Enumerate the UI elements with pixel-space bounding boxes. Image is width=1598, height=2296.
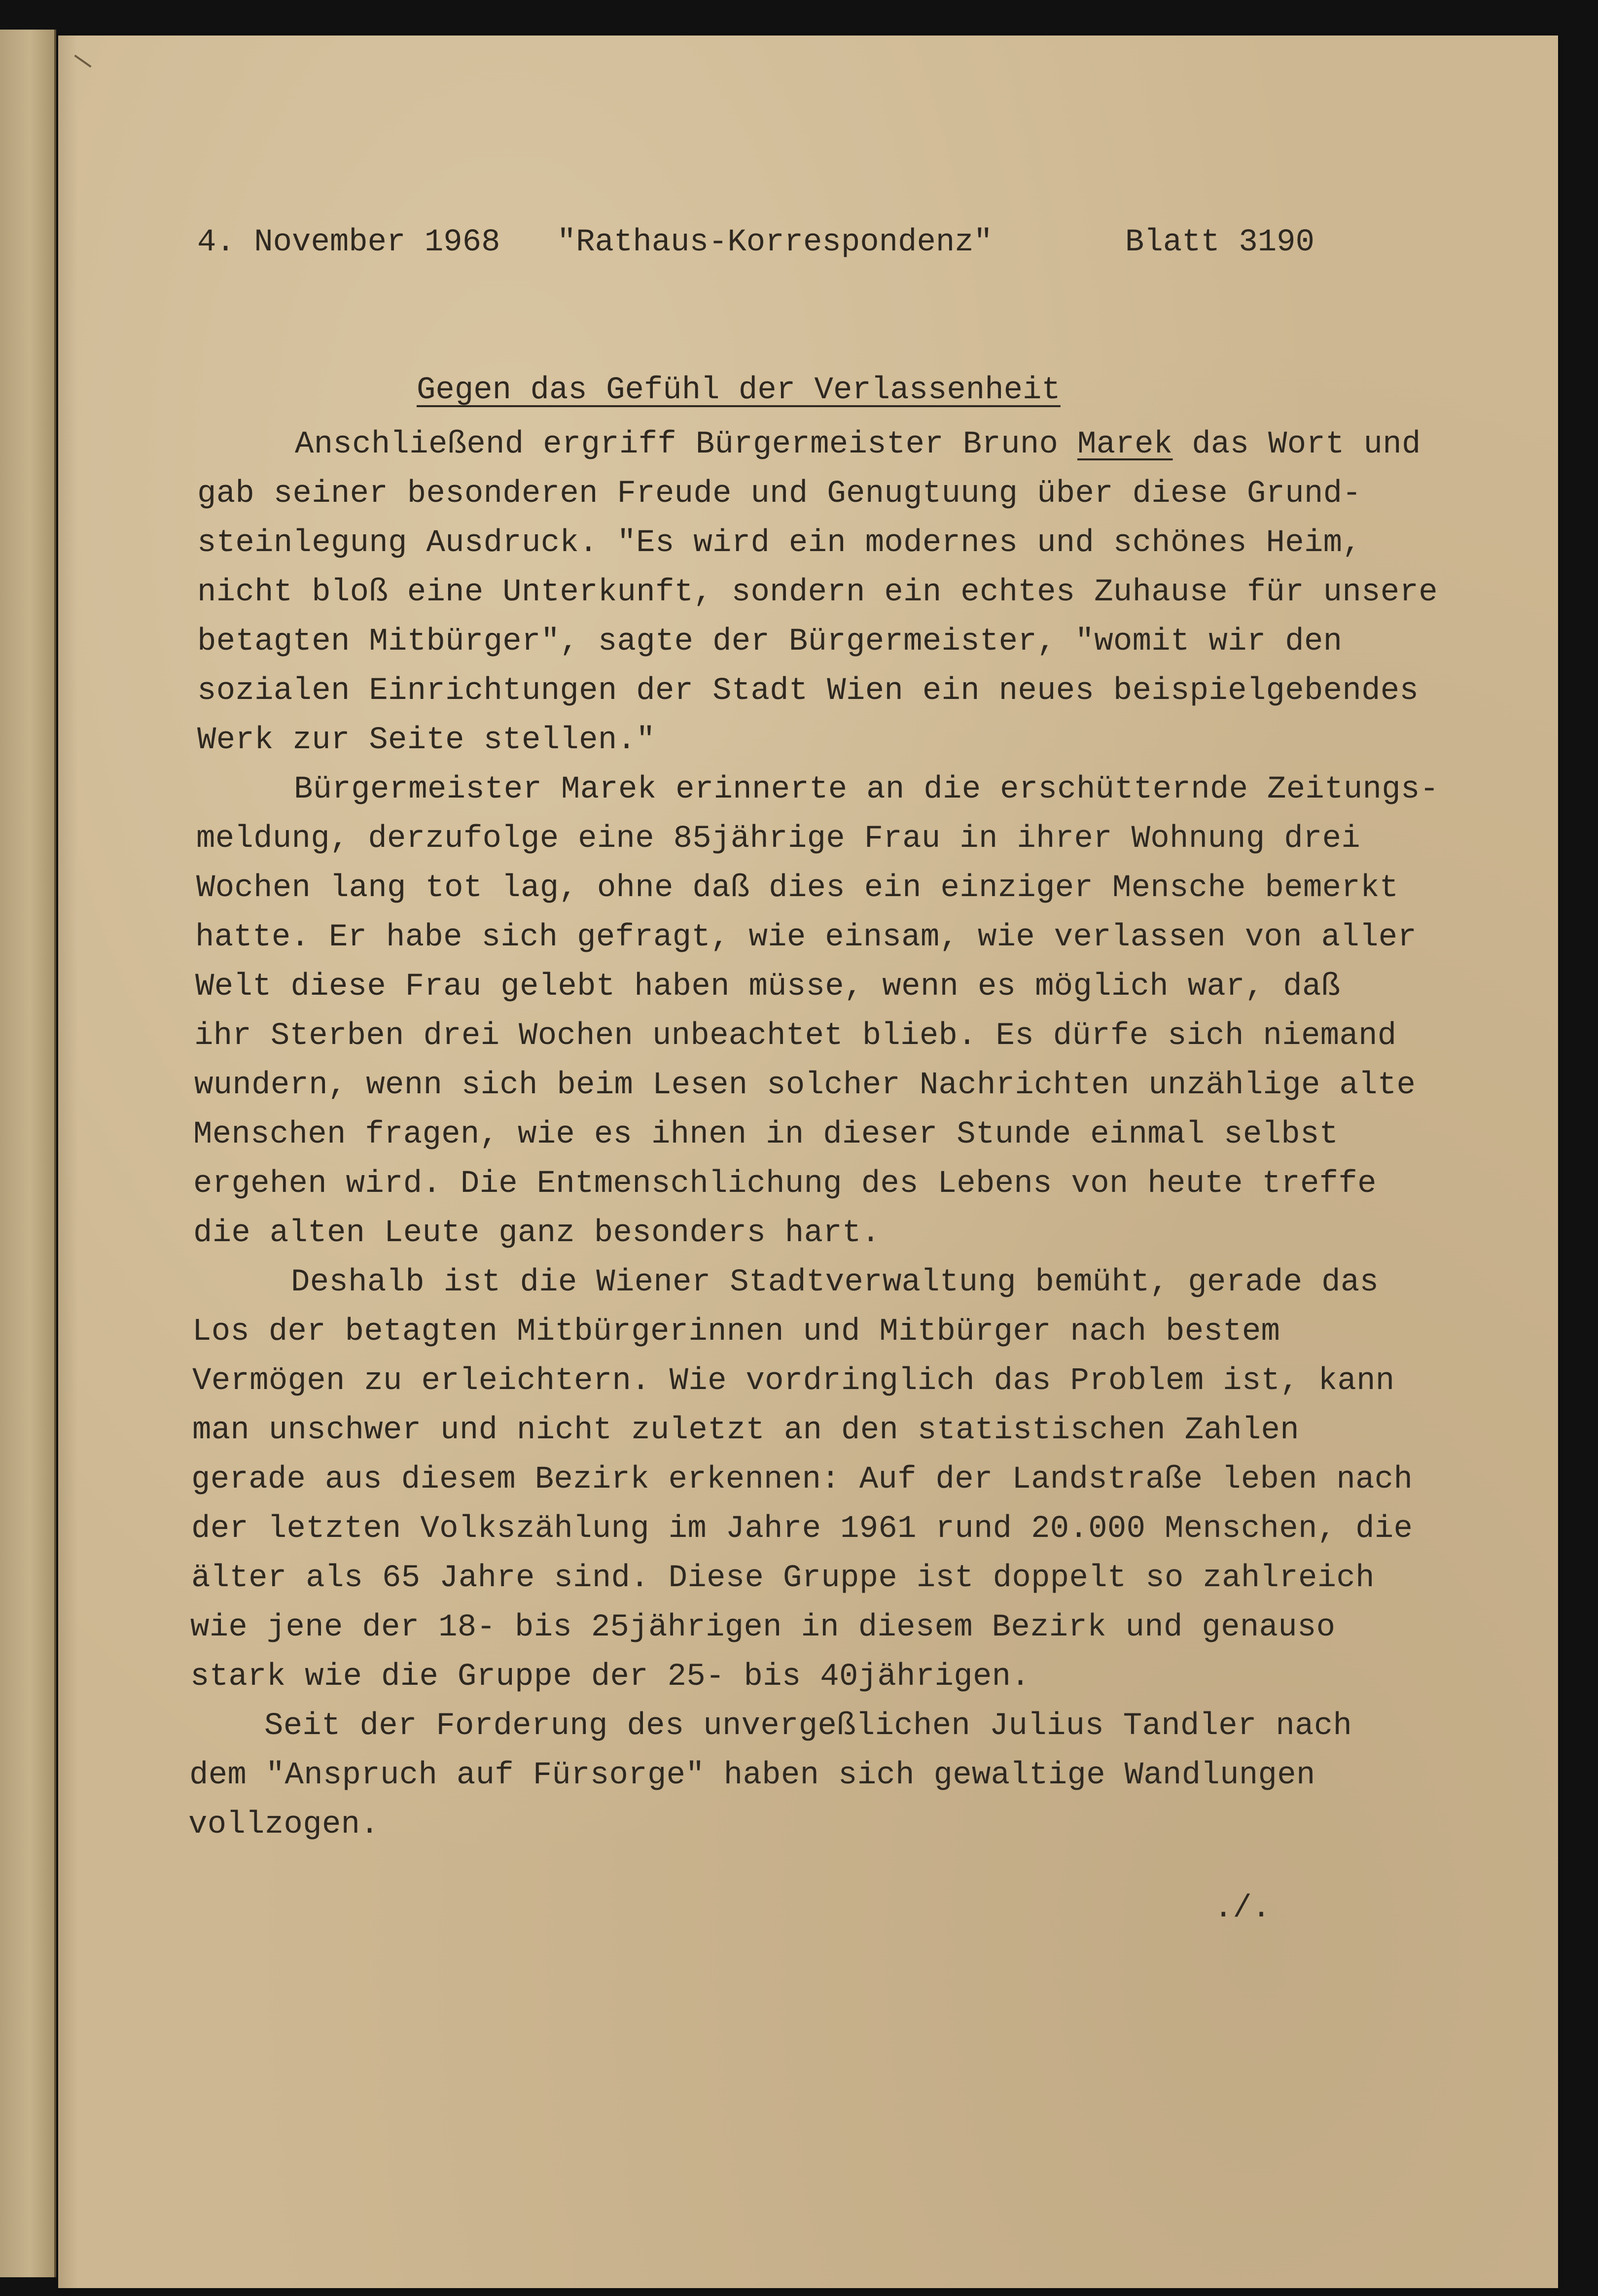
paragraph-line: Welt diese Frau gelebt haben müsse, wenn es möglich war, daß: [195, 969, 1341, 1005]
paragraph-line: nicht bloß eine Unterkunft, sondern ein echtes Zuhause für unsere: [197, 575, 1438, 610]
paragraph-line: ergehen wird. Die Entmenschlichung des Lebens von heute treffe: [193, 1166, 1377, 1202]
paragraph-line: sozialen Einrichtungen der Stadt Wien ein neues beispielgebendes: [197, 673, 1419, 709]
paragraph-line: wie jene der 18- bis 25jährigen in diesem Bezirk und genauso: [190, 1610, 1336, 1645]
underlined-name: Marek: [1077, 427, 1173, 462]
typewritten-page: [58, 35, 1558, 2288]
paragraph-line: hatte. Er habe sich gefragt, wie einsam, wie verlassen von aller: [195, 920, 1417, 955]
paragraph-line: Werk zur Seite stellen.": [197, 723, 655, 758]
paragraph-line: betagten Mitbürger", sagte der Bürgermeister, "womit wir den: [197, 624, 1343, 660]
paragraph-line: stark wie die Gruppe der 25- bis 40jährigen.: [190, 1659, 1030, 1695]
paragraph-line: Seit der Forderung des unvergeßlichen Julius Tandler nach: [264, 1708, 1352, 1744]
paragraph-line: gab seiner besonderen Freude und Genugtuung über diese Grund-: [197, 476, 1362, 512]
paragraph-line: Vermögen zu erleichtern. Wie vordringlich das Problem ist, kann: [192, 1363, 1395, 1399]
pencil-mark: [74, 55, 91, 68]
paragraph-line: gerade aus diesem Bezirk erkennen: Auf der Landstraße leben nach: [191, 1462, 1413, 1497]
paragraph-line: steinlegung Ausdruck. "Es wird ein modernes und schönes Heim,: [197, 525, 1362, 561]
paragraph-line: dem "Anspruch auf Fürsorge" haben sich gewaltige Wandlungen: [189, 1758, 1315, 1793]
paragraph-line: Menschen fragen, wie es ihnen in dieser Stunde einmal selbst: [193, 1117, 1339, 1152]
paragraph-line: man unschwer und nicht zuletzt an den statistischen Zahlen: [192, 1413, 1299, 1448]
paragraph-line: wundern, wenn sich beim Lesen solcher Nachrichten unzählige alte: [194, 1068, 1416, 1103]
section-heading: Gegen das Gefühl der Verlassenheit: [417, 373, 1061, 408]
paragraph-line: die alten Leute ganz besonders hart.: [193, 1216, 881, 1251]
paragraph-line: älter als 65 Jahre sind. Diese Gruppe ist doppelt so zahlreich: [191, 1561, 1375, 1596]
previous-page-edge: [0, 30, 56, 2277]
header-sheet-number: Blatt 3190: [1125, 225, 1314, 260]
header-publication: "Rathaus-Korrespondenz": [557, 225, 993, 260]
paragraph-line: Los der betagten Mitbürgerinnen und Mitbürger nach bestem: [192, 1314, 1280, 1350]
paragraph-line: Anschließend ergriff Bürgermeister Bruno Marek das Wort und: [295, 427, 1421, 462]
paragraph-line: Deshalb ist die Wiener Stadtverwaltung bemüht, gerade das: [291, 1265, 1379, 1300]
paragraph-line: Bürgermeister Marek erinnerte an die erschütternde Zeitungs-: [294, 772, 1439, 807]
paragraph-line: der letzten Volkszählung im Jahre 1961 rund 20.000 Menschen, die: [191, 1511, 1413, 1547]
paragraph-line: meldung, derzufolge eine 85jährige Frau in ihrer Wohnung drei: [196, 821, 1361, 857]
header-date: 4. November 1968: [197, 225, 500, 260]
paragraph-line: Wochen lang tot lag, ohne daß dies ein einziger Mensche bemerkt: [196, 870, 1399, 906]
paragraph-line: vollzogen.: [188, 1807, 380, 1843]
continuation-mark: ./.: [1214, 1891, 1271, 1926]
page-header: [197, 223, 1314, 262]
paragraph-line: ihr Sterben drei Wochen unbeachtet blieb. Es dürfe sich niemand: [194, 1018, 1397, 1054]
